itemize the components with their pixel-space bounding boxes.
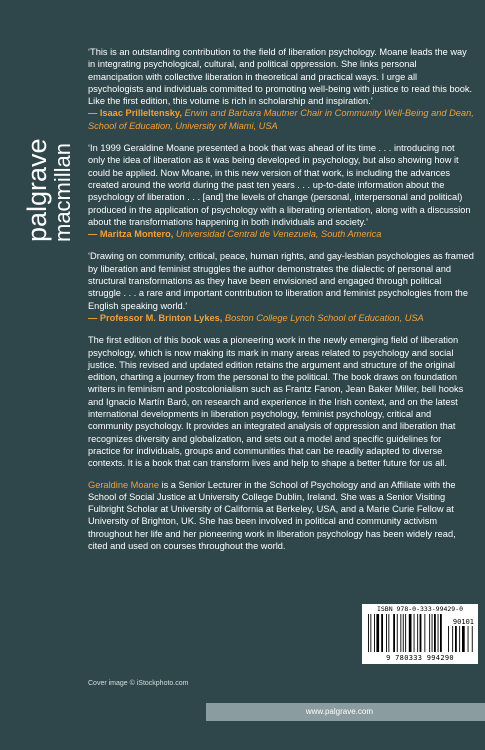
publisher-logo-text [16, 30, 76, 250]
endorser-name: — Professor M. Brinton Lykes, [88, 312, 223, 323]
barcode-bar [405, 614, 406, 652]
endorsement-3 [88, 250, 474, 324]
barcode-bar [374, 614, 375, 652]
publisher-logo [16, 30, 76, 250]
barcode-bar [409, 614, 412, 652]
barcode-bar [368, 614, 369, 652]
barcode-addon-bar [448, 626, 449, 652]
barcode-bar [438, 614, 439, 652]
barcode-bar [420, 614, 422, 652]
endorser-affiliation: Universidad Central de Venezuela, South America [173, 229, 382, 240]
back-cover-text [88, 46, 474, 561]
barcode-bar [386, 614, 387, 652]
endorsement-attribution [88, 228, 474, 240]
endorsement-attribution [88, 312, 474, 324]
barcode-addon-bar [452, 626, 453, 652]
endorsement-quote: ‘In 1999 Geraldine Moane presented a book that was ahead of its time . . . introducing not only the idea of liberation as it was being developed in psychology, but also showing how it could be applied. Now Moane, in this new version of that work, is including the advances created around the world during the past ten years . . . up-to-date information about the psychology of liberation . . . [and] the levels of change (personal, interpersonal and political) produced in the application of psychology with a liberating orientation, along with a discussion about the transformations happening in both individuals and society.’ [88, 143, 471, 227]
endorsement-2 [88, 142, 474, 240]
barcode-addon-bar [459, 626, 460, 652]
barcode-bar [414, 614, 415, 652]
cover-image-credit: Cover image © iStockphoto.com [88, 680, 189, 687]
book-description: The first edition of this book was a pioneering work in the newly emerging field of liberation psychology, which is now making its mark in many areas related to psychology and social justice. This revised and updated edition retains the argument and structure of the original edition, charting a journey from the personal to the political. The book draws on foundation writers in feminism and postcolonialism such as Frantz Fanon, Jean Baker Miller, bell hooks and Ignacio Martín Baró, on research and experience in the Irish context, and on the latest international developments in liberation psychology, feminist psychology, critical and community psychology. It provides an integrated analysis of oppression and liberation that recognizes diversity and globalization, and sets out a model and specific guidelines for practice for individuals, groups and communities that can be readily adapted to diverse contexts. It is a book that can transform lives and help to shape a better future for us all. [88, 335, 464, 469]
endorsement-1 [88, 46, 474, 132]
barcode-bar [397, 614, 398, 652]
endorsement-quote: ‘This is an outstanding contribution to the field of liberation psychology. Moane leads the way in integrating psychological, cultural, and political oppression. She links personal emancipation with collective liberation in theoretical and practical ways. I urge all psychologists and individuals committed to promoting well-being with justice to read this book. Like the first edition, this volume is rich in scholarship and inspiration.’ [88, 47, 473, 107]
barcode-bar [403, 614, 404, 652]
endorser-name: — Maritza Montero, [88, 229, 174, 240]
price-code: 90101 [452, 618, 474, 626]
barcode-bar [440, 614, 442, 652]
barcode-addon-bar [462, 626, 465, 652]
barcode-addon-bar [468, 626, 469, 652]
barcode-bar [400, 614, 401, 652]
endorser-name: — Isaac Prilleltensky, [88, 108, 182, 119]
isbn-barcode [362, 604, 478, 664]
logo-palgrave: palgrave [22, 138, 52, 242]
barcode-bar [388, 614, 389, 652]
barcode-addon-bar [455, 626, 457, 652]
barcode-addon-bar [472, 626, 473, 652]
ean-number: 9 780333 994290 [386, 654, 454, 662]
barcode-bar [434, 614, 436, 652]
barcode-bar [370, 614, 371, 652]
endorsement-attribution [88, 107, 474, 132]
endorser-affiliation: Erwin and Barbara Mautner Chair in Community Well-Being and Dean, School of Education, University of Miami, USA [88, 108, 474, 131]
author-bio [88, 479, 474, 553]
barcode-bar [376, 614, 379, 652]
author-bio-text: is a Senior Lecturer in the School of Psychology and an Affiliate with the School of Social Justice at University College Dublin, Ireland. She was a Senior Visiting Fulbright Scholar at University of California at Berkeley, USA, and a Marie Curie Fellow at University of Brighton, UK. She has been involved in political and community activism throughout her life and her pioneering work in liberation psychology has been widely read, cited and used on courses throughout the world. [88, 479, 456, 551]
barcode-bar [393, 614, 395, 652]
barcode-bar [432, 614, 433, 652]
isbn-text: ISBN 978-0-333-99429-0 [376, 605, 464, 613]
endorsement-quote: ‘Drawing on community, critical, peace, human rights, and gay-lesbian psychologies as framed by liberation and feminist struggles the author demonstrates the dialectic of personal and structural transformations as they have been envisioned and engaged through political struggle . . . a rare and important contribution to liberation and feminist psychologies from the English speaking world.’ [88, 251, 474, 311]
barcode-bar [424, 614, 425, 652]
logo-macmillan: macmillan [50, 142, 75, 242]
endorser-affiliation: Boston College Lynch School of Education, USA [222, 312, 424, 323]
author-name: Geraldine Moane [88, 479, 159, 490]
barcode-bar [429, 614, 430, 652]
barcode-bar [381, 614, 383, 652]
website-link[interactable]: www.palgrave.com [206, 703, 485, 721]
barcode-bar [417, 614, 418, 652]
